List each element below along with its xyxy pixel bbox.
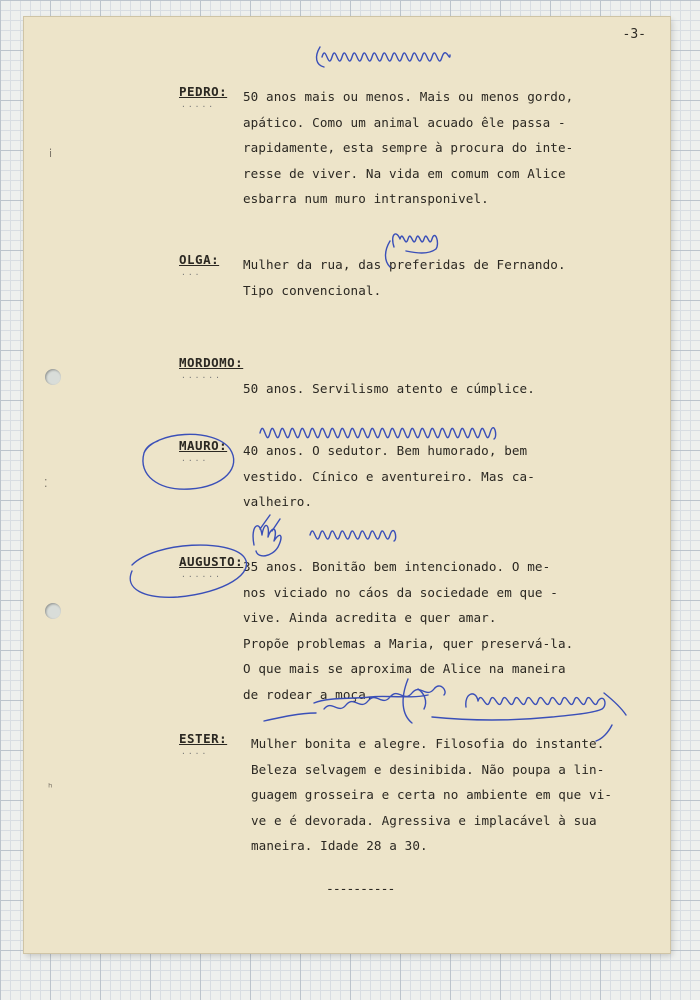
character-name: PEDRO: [179, 84, 228, 99]
text-line: Mulher da rua, das preferidas de Fernando. [243, 257, 566, 272]
name-dots: ···· [181, 749, 209, 758]
character-description [243, 252, 603, 303]
text-line: esbarra num muro intransponivel. [243, 191, 489, 206]
text-line: Mulher bonita e alegre. Filosofia do instante. [251, 736, 605, 751]
character-name: OLGA: [179, 252, 220, 267]
text-line: nos viciado no cáos da sociedade em que - [243, 584, 558, 600]
text-line: 50 anos mais ou menos. Mais ou menos gordo, [243, 89, 574, 104]
name-dots: ······ [181, 572, 222, 581]
character-name: AUGUSTO: [179, 554, 244, 569]
text-line: 40 anos. O sedutor. Bem humorado, bem [243, 443, 528, 458]
name-dots: ··· [181, 270, 202, 279]
character-description [243, 84, 603, 212]
margin-tick: ⁚ [44, 477, 48, 490]
character-name: ESTER: [179, 731, 228, 746]
scribble-olga [393, 234, 438, 253]
text-line: maneira. Idade 28 a 30. [251, 838, 428, 853]
character-description [251, 731, 611, 859]
text-line: vestido. Cínico e aventureiro. Mas ca- [243, 468, 535, 484]
page-number: -3- [622, 27, 646, 42]
character-description [243, 376, 603, 402]
character-description [243, 438, 603, 515]
text-line: Beleza selvagem e desinibida. Não poupa a lin- [251, 761, 605, 777]
name-dots: ····· [181, 102, 216, 111]
scribble-augusto [253, 525, 396, 555]
text-line: Propõe problemas a Maria, quer preservá-la. [243, 635, 574, 651]
character-name: MAURO: [179, 438, 228, 453]
text-line: de rodear a moça. [243, 686, 374, 702]
text-line: O que mais se aproxima de Alice na maneira [243, 661, 566, 676]
punch-hole [45, 603, 61, 619]
text-line: 50 anos. Servilismo atento e cúmplice. [243, 381, 535, 396]
text-line: 35 anos. Bonitão bem intencionado. O me- [243, 559, 551, 574]
punch-hole [45, 369, 61, 385]
text-line: ve e é devorada. Agressiva e implacável à sua [251, 812, 597, 828]
document-page [24, 17, 670, 953]
text-line: rapidamente, esta sempre à procura do inte- [243, 140, 574, 155]
character-name: MORDOMO: [179, 355, 244, 370]
scribble-pedro [322, 53, 450, 61]
name-dots: ······ [181, 373, 222, 382]
name-dots: ···· [181, 456, 209, 465]
end-rule: ---------- [326, 882, 395, 897]
margin-tick: ⅰ [49, 147, 53, 160]
text-line: resse de viver. Na vida em comum com Alice [243, 165, 566, 181]
character-description [243, 554, 603, 707]
text-line: valheiro. [243, 494, 313, 509]
text-line: guagem grosseira e certa no ambiente em que vi- [251, 787, 613, 802]
text-line: vive. Ainda acredita e quer amar. [243, 610, 497, 625]
text-line: apático. Como um animal acuado êle passa - [243, 114, 566, 130]
text-line: Tipo convencional. [243, 282, 382, 298]
margin-tick: ʰ [47, 781, 54, 794]
